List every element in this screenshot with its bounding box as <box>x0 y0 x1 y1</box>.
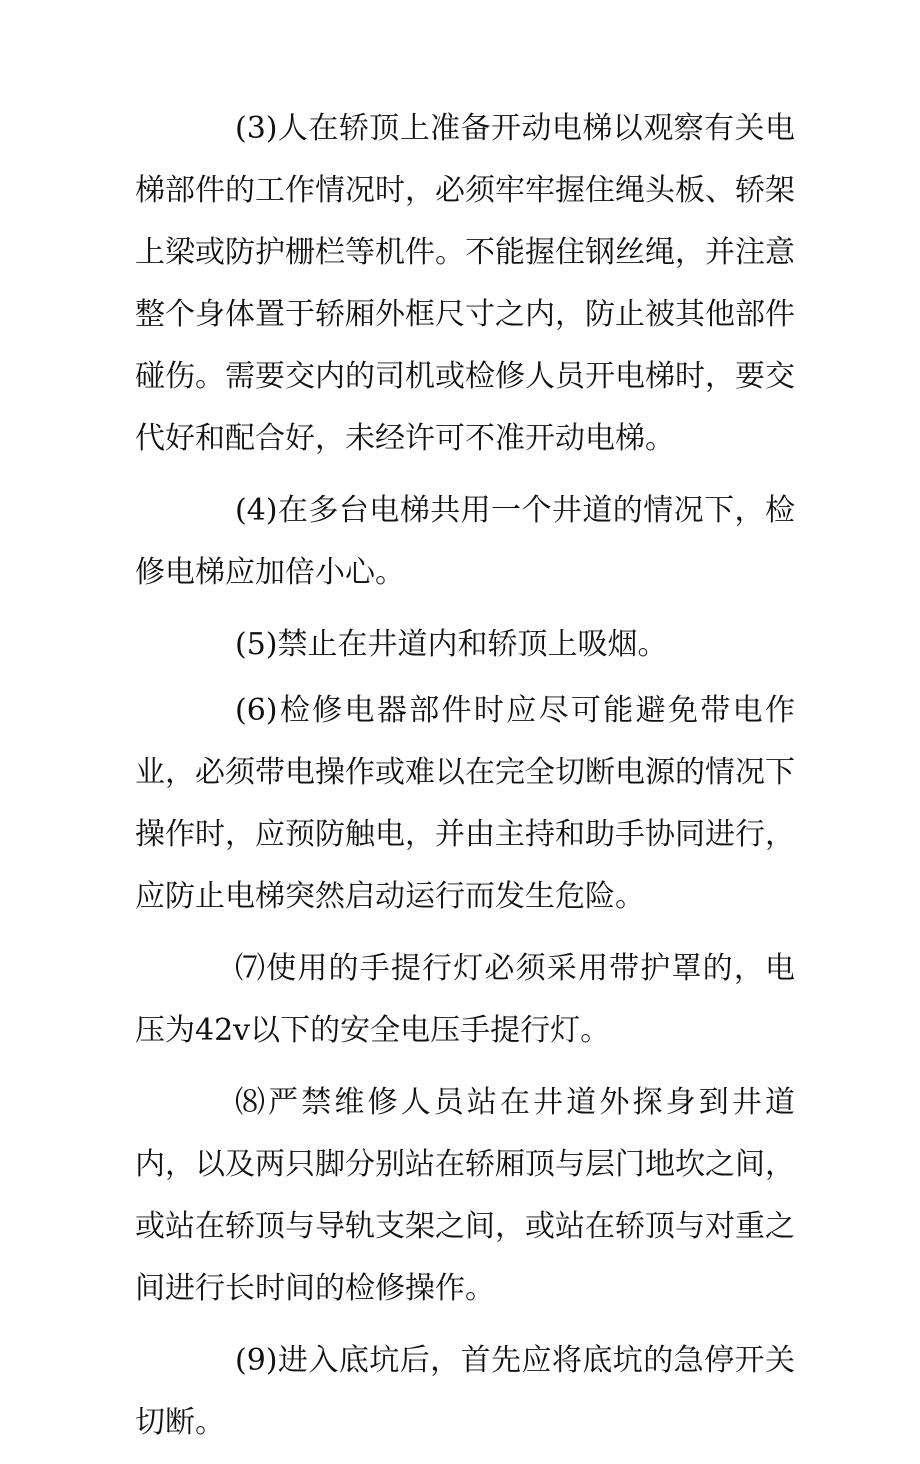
paragraph-8: ⑻严禁维修人员站在井道外探身到井道内，以及两只脚分别站在轿厢顶与层门地坎之间，或站在轿顶与导轨支架之间，或站在轿顶与对重之间进行长时间的检修操作。 <box>135 1085 795 1306</box>
paragraph-5: (5)禁止在井道内和轿顶上吸烟。 <box>235 627 668 662</box>
paragraph-7: ⑺使用的手提行灯必须采用带护罩的，电压为42v以下的安全电压手提行灯。 <box>135 951 795 1048</box>
paragraph-4: (4)在多台电梯共用一个井道的情况下，检修电梯应加倍小心。 <box>135 493 795 590</box>
paragraph-6: (6)检修电器部件时应尽可能避免带电作业，必须带电操作或难以在完全切断电源的情况下操作时，应预防触电，并由主持和助手协同进行，应防止电梯突然启动运行而发生危险。 <box>135 693 795 914</box>
paragraph-9: (9)进入底坑后，首先应将底坑的急停开关切断。 <box>135 1343 795 1440</box>
paragraph-3: (3)人在轿顶上准备开动电梯以观察有关电梯部件的工作情况时，必须牢牢握住绳头板、轿架上梁或防护栅栏等机件。不能握住钢丝绳，并注意整个身体置于轿厢外框尺寸之内，防止被其他部件碰伤。需要交内的司机或检修人员开电梯时，要交代好和配合好，未经许可不准开动电梯。 <box>135 111 795 456</box>
document-body <box>135 98 795 1464</box>
